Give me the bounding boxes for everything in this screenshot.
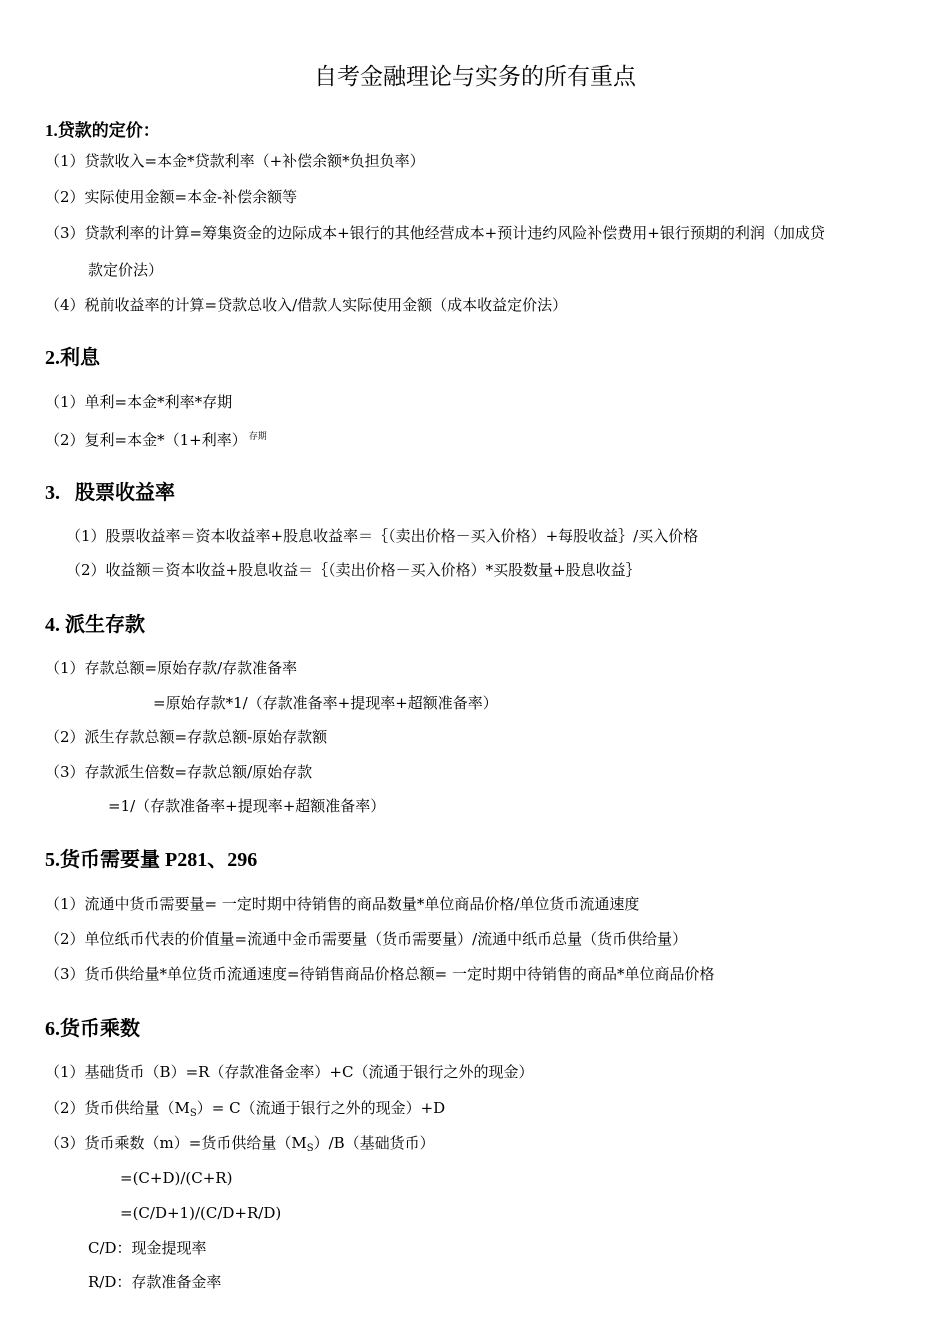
multiplier-formula: ）/B（基础货币） [313,1134,435,1152]
page-title: 自考金融理论与实务的所有重点 [314,64,636,90]
section-heading-money-demand: 5.货币需要量 P281、296 [45,849,258,871]
exponent-label: 存期 [248,432,267,442]
text-line [45,1098,445,1124]
money-supply-label: （2）货币供给量（M [45,1099,190,1117]
text-line: （1）存款总额=原始存款/存款准备率 [45,659,298,677]
text-line: （2）单位纸币代表的价值量=流通中金币需要量（货币需要量）/流通中纸币总量（货币供给量） [45,930,688,948]
compound-interest-text: （2）复利=本金*（1+利率） [45,431,247,449]
text-line: （2）派生存款总额=存款总额-原始存款额 [45,728,328,746]
text-line: （1）单利=本金*利率*存期 [45,393,233,411]
section-heading-loan-pricing: 1.贷款的定价： [45,121,160,140]
text-line: =(C/D+1)/(C/D+R/D) [120,1204,282,1222]
text-line: （1）基础货币（B）=R（存款准备金率）+C（流通于银行之外的现金） [45,1063,534,1081]
text-line: （4）税前收益率的计算=贷款总收入/借款人实际使用金额（成本收益定价法） [45,296,568,314]
section-heading-stock-yield: 3. 股票收益率 [45,482,175,504]
text-line: 款定价法） [88,261,164,279]
text-line: =原始存款*1/（存款准备率+提现率+超额准备率） [153,694,498,712]
text-line: （2）实际使用金额=本金-补偿余额等 [45,188,298,206]
text-line: R/D：存款准备金率 [88,1273,222,1291]
section-heading-interest: 2.利息 [45,347,100,369]
subscript-s: S [306,1143,314,1154]
text-line: （3）存款派生倍数=存款总额/原始存款 [45,763,313,781]
money-supply-formula: ）= C（流通于银行之外的现金）+D [196,1099,446,1117]
text-line [45,427,267,450]
section-heading-money-multiplier: 6.货币乘数 [45,1018,140,1040]
text-line: （3）贷款利率的计算=筹集资金的边际成本+银行的其他经营成本+预计违约风险补偿费用+银行预期的利润（加成贷 [45,224,825,242]
text-line: （3）货币供给量*单位货币流通速度=待销售商品价格总额= 一定时期中待销售的商品*单位商品价格 [45,965,715,983]
text-line: =1/（存款准备率+提现率+超额准备率） [108,797,386,815]
text-line: C/D：现金提现率 [88,1239,207,1257]
text-line: （2）收益额＝资本收益+股息收益＝｛（卖出价格－买入价格）*买股数量+股息收益｝ [66,561,641,579]
text-line: （1）贷款收入=本金*贷款利率（+补偿余额*负担负率） [45,152,425,170]
text-line: =(C+D)/(C+R) [120,1169,233,1187]
text-line: （1）股票收益率＝资本收益率+股息收益率＝｛（卖出价格－买入价格）+每股收益｝/买入价格 [66,527,699,545]
text-line [45,1133,435,1159]
multiplier-label: （3）货币乘数（m）=货币供给量（M [45,1134,307,1152]
text-line: （1）流通中货币需要量= 一定时期中待销售的商品数量*单位商品价格/单位货币流通速度 [45,895,640,913]
section-heading-derived-deposit: 4. 派生存款 [45,614,145,636]
subscript-s: S [189,1108,197,1119]
